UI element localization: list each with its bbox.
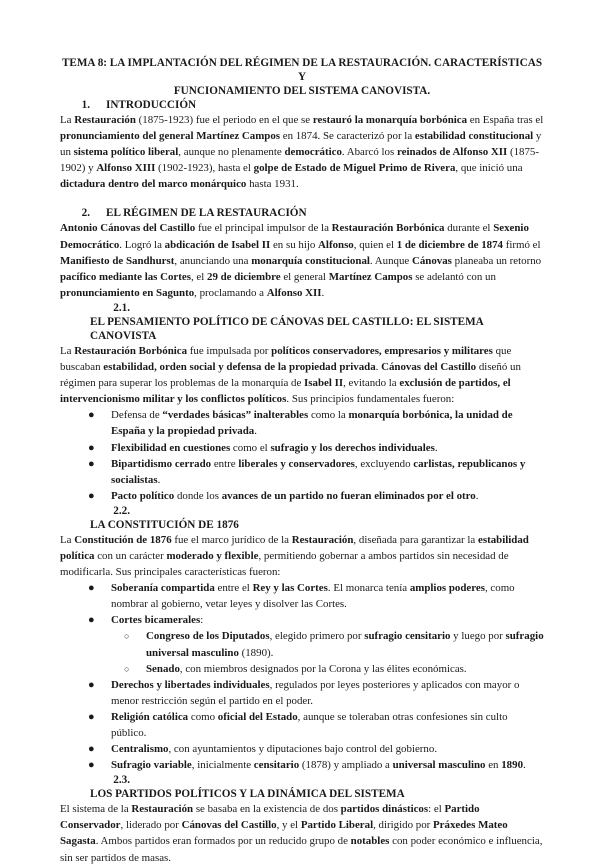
bold-text-run: oficial del Estado — [217, 710, 298, 723]
text-run: , el — [190, 270, 207, 283]
subsection-heading-constitucion — [60, 504, 544, 532]
text-run: fue el principal impulsor de la — [195, 222, 332, 235]
sublist-item — [60, 628, 544, 660]
bold-text-run: Cánovas — [411, 254, 452, 267]
bold-text-run: Restauración — [74, 114, 136, 126]
subsection-number: 2.1. — [113, 301, 130, 314]
bold-text-run: sufragio universal masculino — [146, 630, 544, 659]
text-run: planeaba un retorno — [451, 254, 542, 267]
bold-text-run: restauró la monarquía borbónica — [312, 114, 468, 126]
bold-text-run: avances de un partido no fueran eliminados por el otro — [221, 489, 476, 502]
sublist-item-text — [146, 630, 544, 658]
text-run: . — [375, 361, 382, 374]
bullet-dot-icon: ● — [88, 710, 95, 723]
bold-text-run: Cortes bicamerales — [111, 614, 201, 627]
sublist-item-text — [146, 663, 467, 675]
list-item-text — [111, 490, 478, 502]
constitucion-paragraph — [60, 532, 544, 580]
text-run: como — [188, 710, 218, 723]
subsection-number: 2.3. — [113, 774, 130, 787]
bold-text-run: 29 de diciembre — [207, 270, 281, 283]
text-run: . Abarcó los — [341, 146, 397, 159]
bold-text-run: Manifiesto de Sandhurst — [60, 254, 175, 267]
text-run: , evitando la — [343, 377, 400, 390]
text-run: . Aunque — [369, 254, 412, 267]
bold-text-run: abdicación de Isabel II — [164, 238, 271, 251]
document-title-line-1: TEMA 8: LA IMPLANTACIÓN DEL RÉGIMEN DE LA RESTAURACIÓN. CARACTERÍSTICAS Y — [61, 57, 543, 83]
text-run: donde los — [174, 489, 222, 502]
text-run: hasta 1931. — [246, 178, 299, 191]
text-run: diseñó un régimen para superar los problemas de la monarquía de — [60, 361, 521, 390]
bold-text-run: Restauración Borbónica — [74, 344, 188, 357]
list-item — [60, 709, 544, 741]
bold-text-run: partidos dinásticos — [340, 803, 429, 816]
list-item — [60, 440, 544, 456]
text-run: . — [434, 441, 438, 454]
bullet-dot-icon: ● — [88, 614, 95, 627]
subsection-heading-partidos — [60, 773, 544, 801]
partidos-paragraph — [60, 801, 544, 865]
bullet-dot-icon: ● — [88, 457, 95, 470]
bold-text-run: censitario — [253, 759, 300, 772]
bold-text-run: Martínez Campos — [328, 270, 413, 283]
list-item — [60, 488, 544, 504]
bold-text-run: Constitución de 1876 — [74, 533, 172, 546]
text-run: (1890). — [238, 646, 274, 659]
bold-text-run: Sufragio variable — [111, 759, 192, 772]
bullet-dot-icon: ● — [88, 743, 95, 756]
bold-text-run: Religión católica — [111, 710, 189, 723]
bold-text-run: estabilidad constitucional — [414, 130, 534, 143]
chambers-sublist — [111, 628, 544, 676]
text-run: . El monarca tenía — [327, 582, 410, 595]
bold-text-run: pacífico mediante las Cortes — [60, 270, 191, 283]
text-run: . — [523, 759, 526, 772]
section-number: 2. — [81, 207, 90, 220]
text-run: , inicialmente — [191, 759, 254, 772]
bold-text-run: democrático — [284, 146, 342, 159]
bold-text-run: Sexenio Democrático — [60, 222, 529, 251]
list-item-text — [111, 711, 508, 739]
text-run: , regulados por leyes posteriores y aplicados con mayor o menor restricción según el partido en el poder. — [111, 678, 520, 707]
text-run: como el — [230, 441, 271, 454]
subsection-title: LA CONSTITUCIÓN DE 1876 — [90, 518, 239, 531]
text-run: en 1874. Se caracterizó por la — [280, 130, 415, 143]
text-run: se basaba en la existencia de dos — [193, 803, 341, 816]
text-run: Defensa de — [111, 409, 163, 422]
bold-text-run: moderado y flexible — [166, 549, 259, 562]
bold-text-run: dictadura dentro del marco monárquico — [60, 178, 247, 191]
bold-text-run: Partido Conservador — [60, 803, 480, 832]
list-item-text — [111, 582, 515, 610]
text-run: (1878) y ampliado a — [299, 759, 393, 772]
document-title-line-2: FUNCIONAMIENTO DEL SISTEMA CANOVISTA. — [173, 85, 431, 97]
bold-text-run: Centralismo — [111, 743, 169, 756]
text-run: , y el — [276, 819, 301, 832]
text-run: , anunciando una — [174, 254, 252, 267]
text-run: fue impulsada por — [187, 344, 272, 357]
bold-text-run: Alfonso XII — [266, 286, 322, 299]
text-run: . — [475, 489, 479, 502]
text-run: , aunque no plenamente — [178, 146, 285, 159]
bold-text-run: pronunciamiento en Sagunto — [60, 286, 195, 299]
bullet-dot-icon: ● — [88, 409, 95, 422]
constitution-features-list — [60, 580, 544, 773]
section-heading-regimen — [60, 206, 544, 220]
bullet-dot-icon: ● — [88, 441, 95, 454]
bold-text-run: notables — [350, 835, 390, 848]
bold-text-run: Cánovas del Castillo — [181, 819, 277, 832]
list-item-text — [111, 614, 203, 626]
list-item-text — [111, 442, 438, 454]
text-run: (1902-1923), hasta el — [155, 162, 254, 175]
bullet-dot-icon: ● — [88, 678, 95, 691]
pensamiento-paragraph — [60, 343, 544, 407]
text-run: , permitiendo gobernar a ambos partidos sin necesidad de modificarla. Sus principales características fueron: — [60, 549, 509, 579]
list-item-text — [111, 759, 526, 771]
text-run: como la — [308, 409, 349, 422]
bold-text-run: sufragio y los derechos individuales — [270, 441, 435, 454]
bold-text-run: liberales y conservadores — [238, 457, 355, 470]
text-run: . Logró la — [119, 238, 165, 251]
text-run: : el — [428, 803, 445, 816]
text-run: La — [60, 533, 75, 546]
bold-text-run: Restauración Borbónica — [331, 222, 445, 235]
bold-text-run: 1890 — [501, 759, 524, 772]
text-run: , con miembros designados por la Corona y las élites económicas. — [179, 662, 467, 675]
bold-text-run: reinados de Alfonso XII — [396, 146, 508, 159]
bold-text-run: Partido Liberal — [300, 819, 374, 832]
principles-list — [60, 407, 544, 504]
bold-text-run: Congreso de los Diputados — [146, 630, 270, 643]
text-run: , dirigido por — [373, 819, 434, 832]
section-number: 1. — [81, 99, 90, 111]
list-item — [60, 757, 544, 773]
bold-text-run: Práxedes Mateo Sagasta — [60, 819, 508, 848]
bold-text-run: Soberanía compartida — [111, 582, 215, 595]
text-run: , aunque se toleraban otras confesiones sin culto público. — [111, 710, 508, 739]
bold-text-run: Alfonso XIII — [96, 162, 156, 175]
text-run: entre el — [214, 582, 253, 595]
bullet-dot-icon: ● — [88, 582, 95, 595]
text-run: . — [321, 286, 325, 299]
text-run: con un carácter — [94, 549, 167, 562]
text-run: : — [200, 614, 204, 627]
text-run: firmó el — [502, 238, 541, 251]
bold-text-run: Cánovas del Castillo — [381, 361, 477, 374]
section-title: EL RÉGIMEN DE LA RESTAURACIÓN — [106, 207, 307, 220]
list-item — [60, 677, 544, 709]
text-run: La — [60, 344, 75, 357]
bold-text-run: políticos conservadores, empresarios y militares — [271, 344, 493, 357]
text-run: el general — [280, 270, 329, 283]
bold-text-run: 1 de diciembre de 1874 — [396, 238, 503, 251]
bullet-circle-icon: ○ — [124, 631, 130, 642]
bold-text-run: golpe de Estado de Miguel Primo de Rivera — [253, 162, 456, 175]
list-item — [60, 456, 544, 488]
section-heading-introduccion — [60, 98, 544, 112]
regimen-paragraph — [60, 220, 544, 300]
bold-text-run: Restauración — [291, 533, 354, 546]
bold-text-run: estabilidad, orden social y defensa de la propiedad privada — [103, 361, 376, 374]
text-run: , quien el — [353, 238, 397, 251]
bold-text-run: Senado — [146, 662, 180, 675]
bold-text-run: sistema político liberal — [73, 146, 179, 159]
list-item-text — [111, 409, 513, 437]
bold-text-run: Flexibilidad en cuestiones — [111, 441, 231, 454]
bold-text-run: sufragio censitario — [364, 630, 451, 643]
text-run: , con ayuntamientos y diputaciones bajo control del gobierno. — [168, 743, 438, 756]
subsection-title: LOS PARTIDOS POLÍTICOS Y LA DINÁMICA DEL SISTEMA — [90, 788, 405, 801]
list-item — [60, 407, 544, 439]
text-run: en su hijo — [270, 238, 319, 251]
document-title — [60, 56, 544, 98]
text-run: , liderado por — [120, 819, 182, 832]
bold-text-run: monarquía borbónica, la unidad de España y la propiedad privada — [111, 409, 513, 438]
text-run: . Ambos partidos eran formados por un reducido grupo de — [95, 835, 351, 848]
bold-text-run: universal masculino — [392, 759, 486, 772]
bold-text-run: monarquía constitucional — [251, 254, 370, 267]
text-run: en — [485, 759, 502, 772]
text-run: y luego por — [450, 630, 506, 643]
text-run: La — [60, 114, 75, 126]
sublist-item — [60, 661, 544, 677]
bullet-dot-icon: ● — [88, 759, 95, 772]
section-title: INTRODUCCIÓN — [106, 99, 197, 111]
text-run: (1875-1923) fue el periodo en el que se — [135, 114, 313, 126]
bold-text-run: carlistas, republicanos y socialistas — [111, 457, 526, 486]
bold-text-run: pronunciamiento del general Martínez Campos — [60, 130, 281, 143]
bold-text-run: Bipartidismo cerrado — [111, 457, 212, 470]
text-run: . Sus principios fundamentales fueron: — [286, 393, 455, 406]
bold-text-run: Derechos y libertades individuales — [111, 678, 270, 691]
text-run: , proclamando a — [194, 286, 267, 299]
text-run: (1875-1902) y — [60, 146, 539, 175]
list-item-text — [111, 458, 525, 486]
text-run: en España tras el — [467, 114, 544, 126]
text-run: , como nombrar al gobierno, vetar leyes y disolver las Cortes. — [111, 582, 515, 611]
list-item — [60, 612, 544, 676]
bold-text-run: “verdades básicas” inalterables — [162, 409, 309, 422]
text-run: , excluyendo — [354, 457, 414, 470]
text-run: durante el — [444, 222, 494, 235]
list-item-text — [111, 679, 519, 707]
bullet-circle-icon: ○ — [124, 663, 130, 674]
text-run: con poder económico e influencia, sin ser partidos de masas. — [60, 835, 543, 864]
list-item — [60, 580, 544, 612]
bold-text-run: Alfonso — [318, 238, 354, 251]
text-run: se adelantó con un — [412, 270, 496, 283]
subsection-heading-pensamiento — [60, 301, 544, 343]
list-item — [60, 741, 544, 757]
text-run: , diseñada para garantizar la — [353, 533, 478, 546]
bullet-dot-icon: ● — [88, 489, 95, 502]
bold-text-run: estabilidad política — [60, 533, 529, 562]
subsection-number: 2.2. — [113, 504, 130, 517]
bold-text-run: Antonio Cánovas del Castillo — [60, 222, 196, 235]
bold-text-run: Restauración — [131, 803, 194, 816]
subsection-title: EL PENSAMIENTO POLÍTICO DE CÁNOVAS DEL CASTILLO: EL SISTEMA CANOVISTA — [90, 315, 484, 342]
text-run: entre — [211, 457, 239, 470]
text-run: fue el marco jurídico de la — [171, 533, 292, 546]
text-run: que buscaban — [60, 344, 512, 374]
text-run: . — [254, 425, 257, 438]
intro-paragraph — [60, 112, 544, 192]
bold-text-run: Rey y las Cortes — [252, 582, 328, 595]
list-item-text — [111, 743, 437, 755]
bold-text-run: Pacto político — [111, 489, 175, 502]
text-run: El sistema de la — [60, 803, 132, 816]
text-run: , elegido primero por — [269, 630, 365, 643]
bold-text-run: Isabel II — [304, 377, 344, 390]
text-run: . — [157, 473, 161, 486]
bold-text-run: amplios poderes — [409, 582, 485, 595]
text-run: , que inició una — [455, 162, 523, 175]
section-gap — [60, 192, 544, 206]
bold-text-run: exclusión de partidos, el intervencionismo militar y los conflictos políticos — [60, 377, 511, 406]
text-run: y un — [60, 130, 542, 159]
